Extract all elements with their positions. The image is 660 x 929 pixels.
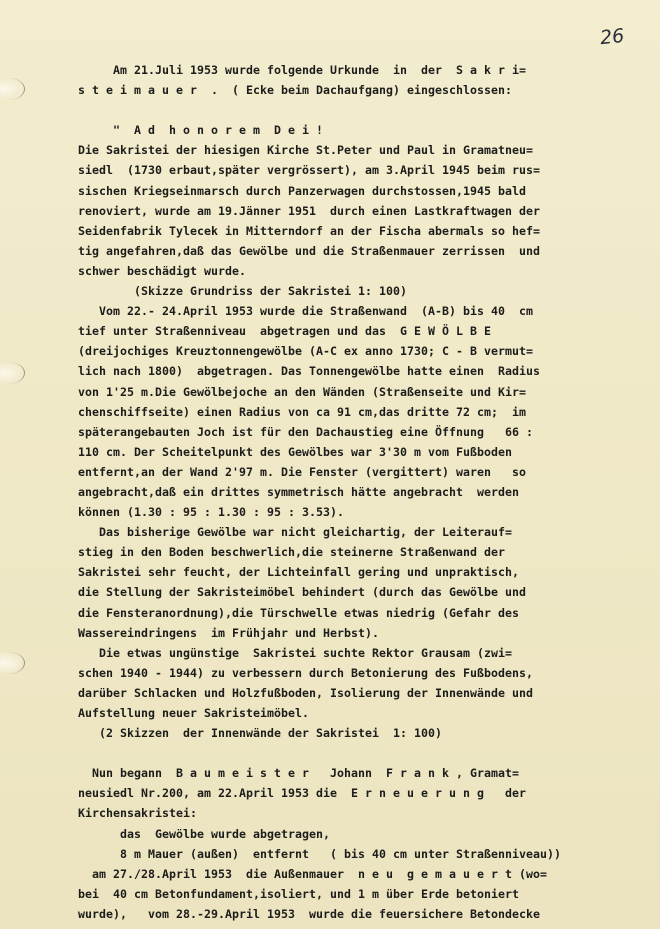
text-line: " A d h o n o r e m D e i ! xyxy=(78,123,324,138)
text-line: renoviert, wurde am 19.Jänner 1951 durch einen Lastkraftwagen der xyxy=(78,203,541,218)
text-line: s t e i m a u e r . ( Ecke beim Dachaufgang) eingeschlossen: xyxy=(78,83,513,98)
text-line: Seidenfabrik Tylecek in Mitterndorf an der Fischa abermals so hef= xyxy=(78,223,541,238)
text-line xyxy=(78,743,638,763)
text-line: Nun begann B a u m e i s t e r Johann F r a n k , Gramat= xyxy=(78,766,520,781)
text-line: tief unter Straßenniveau abgetragen und das G E W Ö L B E xyxy=(78,324,492,339)
page-number: 26 xyxy=(598,24,626,50)
text-line: 110 cm. Der Scheitelpunkt des Gewölbes war 3'30 m vom Fußboden xyxy=(78,444,513,459)
text-line: Vom 22.- 24.April 1953 wurde die Straßenwand (A-B) bis 40 cm xyxy=(78,304,534,319)
text-line: Die Sakristei der hiesigen Kirche St.Peter und Paul in Gramatneu= xyxy=(78,143,534,158)
text-line: Kirchensakristei: xyxy=(78,806,198,821)
text-line: (dreijochiges Kreuztonnengewölbe (A-C ex anno 1730; C - B vermut= xyxy=(78,344,534,359)
text-line: können (1.30 : 95 : 1.30 : 95 : 3.53). xyxy=(78,505,345,520)
text-line: darüber Schlacken und Holzfußboden, Isolierung der Innenwände und xyxy=(78,685,534,700)
text-line: wurde), vom 28.-29.April 1953 wurde die feuersichere Betondecke xyxy=(78,906,541,921)
text-line: das Gewölbe wurde abgetragen, xyxy=(78,826,331,841)
text-line: Am 21.Juli 1953 wurde folgende Urkunde in der S a k r i= xyxy=(78,63,527,77)
text-line: angebracht,daß ein drittes symmetrisch hätte angebracht werden xyxy=(78,484,520,499)
text-line: am 27./28.April 1953 die Außenmauer n e u g e m a u e r t (wo= xyxy=(78,866,548,881)
text-line: tig angefahren,daß das Gewölbe und die Straßenmauer zerrissen und xyxy=(78,243,541,258)
text-line xyxy=(78,100,638,120)
text-line: von 1'25 m.Die Gewölbejoche an den Wänden (Straßenseite und Kir= xyxy=(78,384,527,399)
text-line: bei 40 cm Betonfundament,isoliert, und 1 m über Erde betoniert xyxy=(78,886,520,901)
text-line: 8 m Mauer (außen) entfernt ( bis 40 cm unter Straßenniveau)) xyxy=(78,846,562,861)
text-line: Die etwas ungünstige Sakristei suchte Rektor Grausam (zwi= xyxy=(78,645,513,660)
typed-text-body xyxy=(78,60,638,924)
punch-hole xyxy=(0,78,25,100)
text-line: neusiedl Nr.200, am 22.April 1953 die E r n e u e r u n g der xyxy=(78,786,527,801)
text-line: chenschiffseite) einen Radius von ca 91 cm,das dritte 72 cm; im xyxy=(78,404,527,419)
punch-hole xyxy=(0,362,25,384)
text-line: Aufstellung neuer Sakristeimöbel. xyxy=(78,706,310,720)
text-line: späterangebauten Joch ist für den Dachaustieg eine Öffnung 66 : xyxy=(78,424,534,439)
text-line: entfernt,an der Wand 2'97 m. Die Fenster (vergittert) waren so xyxy=(78,464,527,479)
text-line: schen 1940 - 1944) zu verbessern durch Betonierung des Fußbodens, xyxy=(78,665,534,680)
text-line: Das bisherige Gewölbe war nicht gleichartig, der Leiterauf= xyxy=(78,525,513,540)
text-line: (Skizze Grundriss der Sakristei 1: 100) xyxy=(78,284,408,299)
text-line: siedl (1730 erbaut,später vergrössert), am 3.April 1945 beim rus= xyxy=(78,163,541,178)
text-line: lich nach 1800) abgetragen. Das Tonnengewölbe hatte einen Radius xyxy=(78,364,541,379)
text-line: Wassereindringens im Frühjahr und Herbst). xyxy=(78,625,380,640)
text-line: stieg in den Boden beschwerlich,die steinerne Straßenwand der xyxy=(78,545,506,560)
punch-hole xyxy=(0,652,25,674)
text-line: (2 Skizzen der Innenwände der Sakristei 1: 100) xyxy=(78,726,443,741)
text-line: sischen Kriegseinmarsch durch Panzerwagen durchstossen,1945 bald xyxy=(78,183,527,198)
text-line: schwer beschädigt wurde. xyxy=(78,263,247,278)
text-line: die Stellung der Sakristeimöbel behindert (durch das Gewölbe und xyxy=(78,585,527,600)
text-line: Sakristei sehr feucht, der Lichteinfall gering und unpraktisch, xyxy=(78,565,520,580)
text-line: die Fensteranordnung),die Türschwelle etwas niedrig (Gefahr des xyxy=(78,605,520,620)
